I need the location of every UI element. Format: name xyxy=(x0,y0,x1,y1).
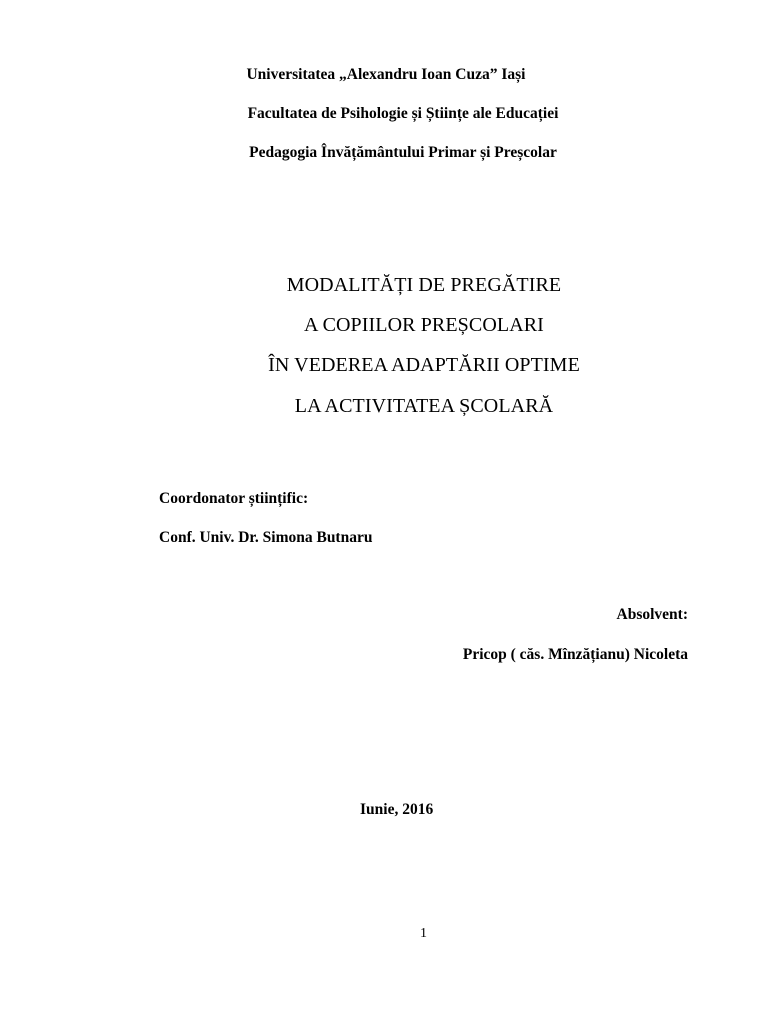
faculty-name: Facultatea de Psihologie și Științe ale Educației xyxy=(247,105,559,122)
graduate-label: Absolvent: xyxy=(616,606,688,623)
coordinator-label: Coordonator științific: xyxy=(159,490,309,507)
program-name: Pedagogia Învățământului Primar și Preșcolar xyxy=(249,144,557,161)
page-number: 1 xyxy=(420,926,427,941)
coordinator-name: Conf. Univ. Dr. Simona Butnaru xyxy=(159,529,373,546)
thesis-title-line-4: LA ACTIVITATEA ȘCOLARĂ xyxy=(294,395,554,417)
submission-date: Iunie, 2016 xyxy=(360,801,434,818)
thesis-title-line-1: MODALITĂȚI DE PREGĂTIRE xyxy=(286,274,562,296)
thesis-title-line-2: A COPIILOR PREȘCOLARI xyxy=(304,314,544,336)
university-name: Universitatea „Alexandru Ioan Cuza” Iași xyxy=(246,66,526,83)
graduate-name: Pricop ( căs. Mînzățianu) Nicoleta xyxy=(462,646,688,663)
thesis-title-line-3: ÎN VEDEREA ADAPTĂRII OPTIME xyxy=(268,354,580,376)
